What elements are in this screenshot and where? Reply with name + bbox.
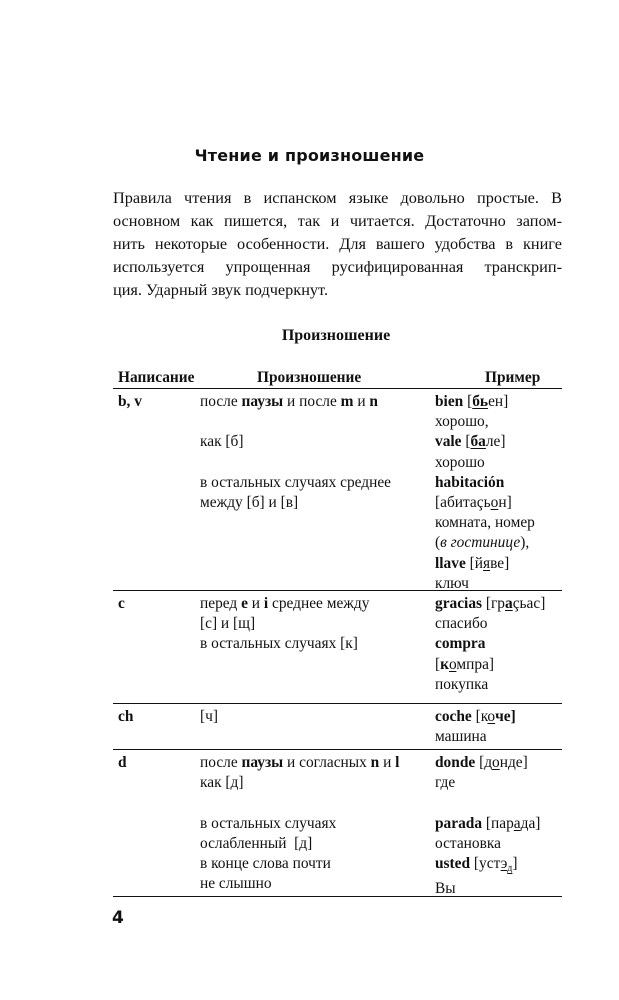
spelling-cell: d: [118, 754, 127, 771]
example-gloss: (в гостинице),: [435, 534, 530, 552]
table-group-ch: [113, 704, 562, 750]
table-title: Произношение: [281, 327, 391, 344]
example-line: habitación: [435, 473, 505, 491]
example-cell: [435, 753, 540, 899]
pronunciation-cell: [200, 594, 369, 655]
example-cell: [435, 392, 535, 594]
spelling-cell: ch: [118, 708, 134, 725]
page-heading: Чтение и произношение: [194, 146, 425, 165]
example-cell: [435, 594, 545, 695]
example-gloss: остановка: [435, 834, 501, 852]
page-number: 4: [112, 908, 124, 928]
table-group-d: [113, 750, 562, 897]
example-line: bien [бьен]: [435, 393, 509, 410]
pronunciation-line: в остальных случаях: [200, 814, 337, 832]
example-gloss: ключ: [435, 574, 469, 592]
spelling-cell: b, v: [118, 393, 142, 410]
example-gloss: комната, номер: [435, 514, 535, 532]
example-line: parada [парада]: [435, 814, 541, 832]
pronunciation-line: после паузы и после m и n: [200, 393, 378, 410]
example-line: coche [коче]: [435, 708, 516, 725]
header-example: Пример: [485, 369, 541, 386]
example-gloss: где: [435, 774, 456, 792]
example-line: vale [бале]: [435, 433, 506, 451]
table-header-row: [113, 369, 562, 389]
example-line: llave [йяве]: [435, 554, 510, 572]
pronunciation-cell: [200, 753, 399, 894]
pronunciation-cell: [200, 392, 391, 513]
pronunciation-line: после паузы и согласных n и l: [200, 754, 400, 771]
example-gloss: хорошо,: [435, 413, 489, 431]
pronunciation-line: как [д]: [200, 774, 244, 792]
intro-line: Правила чтения в испанском языке довольно простые. В: [113, 188, 562, 207]
example-gloss: спасибо: [435, 615, 488, 633]
pronunciation-line: в остальных случаях [к]: [200, 635, 358, 653]
intro-line: ция. Ударный звук подчеркнут.: [113, 280, 329, 299]
example-line: [абитаçьон]: [435, 494, 512, 512]
pronunciation-line: в остальных случаях среднее: [200, 473, 392, 491]
example-gloss: хорошо: [435, 453, 485, 471]
example-cell: [435, 707, 516, 747]
example-line: compra: [435, 635, 486, 653]
pronunciation-line: [ч]: [200, 708, 218, 725]
example-line: [компра]: [435, 655, 495, 673]
intro-line: основном как пишется, так и читается. Достаточно запом-: [113, 211, 562, 230]
pronunciation-line: [с] и [щ]: [200, 615, 256, 633]
pronunciation-cell: [200, 707, 218, 727]
table-group-bv: [113, 389, 562, 591]
pronunciation-line: как [б]: [200, 433, 244, 451]
pronunciation-line: ослабленный [д]: [200, 834, 313, 852]
intro-paragraph: [113, 186, 562, 301]
header-spelling: Написание: [118, 369, 195, 386]
example-line: donde [донде]: [435, 754, 528, 771]
example-line: usted [устэ$_д$]: [435, 855, 518, 874]
example-gloss: машина: [435, 728, 487, 746]
pronunciation-line: не слышно: [200, 875, 272, 893]
header-pronunciation: Произношение: [257, 369, 362, 386]
spelling-cell: c: [118, 595, 125, 612]
intro-line: нить некоторые особенности. Для вашего удобства в книге: [113, 234, 562, 253]
pronunciation-line: перед e и i среднее между: [200, 595, 370, 612]
example-gloss: покупка: [435, 675, 489, 693]
pronunciation-line: в конце слова почти: [200, 855, 331, 872]
table-group-c: [113, 591, 562, 704]
example-gloss: Вы: [435, 880, 456, 898]
pronunciation-table: [113, 369, 562, 897]
example-line: gracias [граçьас]: [435, 595, 546, 612]
pronunciation-line: между [б] и [в]: [200, 493, 299, 511]
intro-line: используется упрощенная русифицированная транскрип-: [113, 257, 562, 276]
